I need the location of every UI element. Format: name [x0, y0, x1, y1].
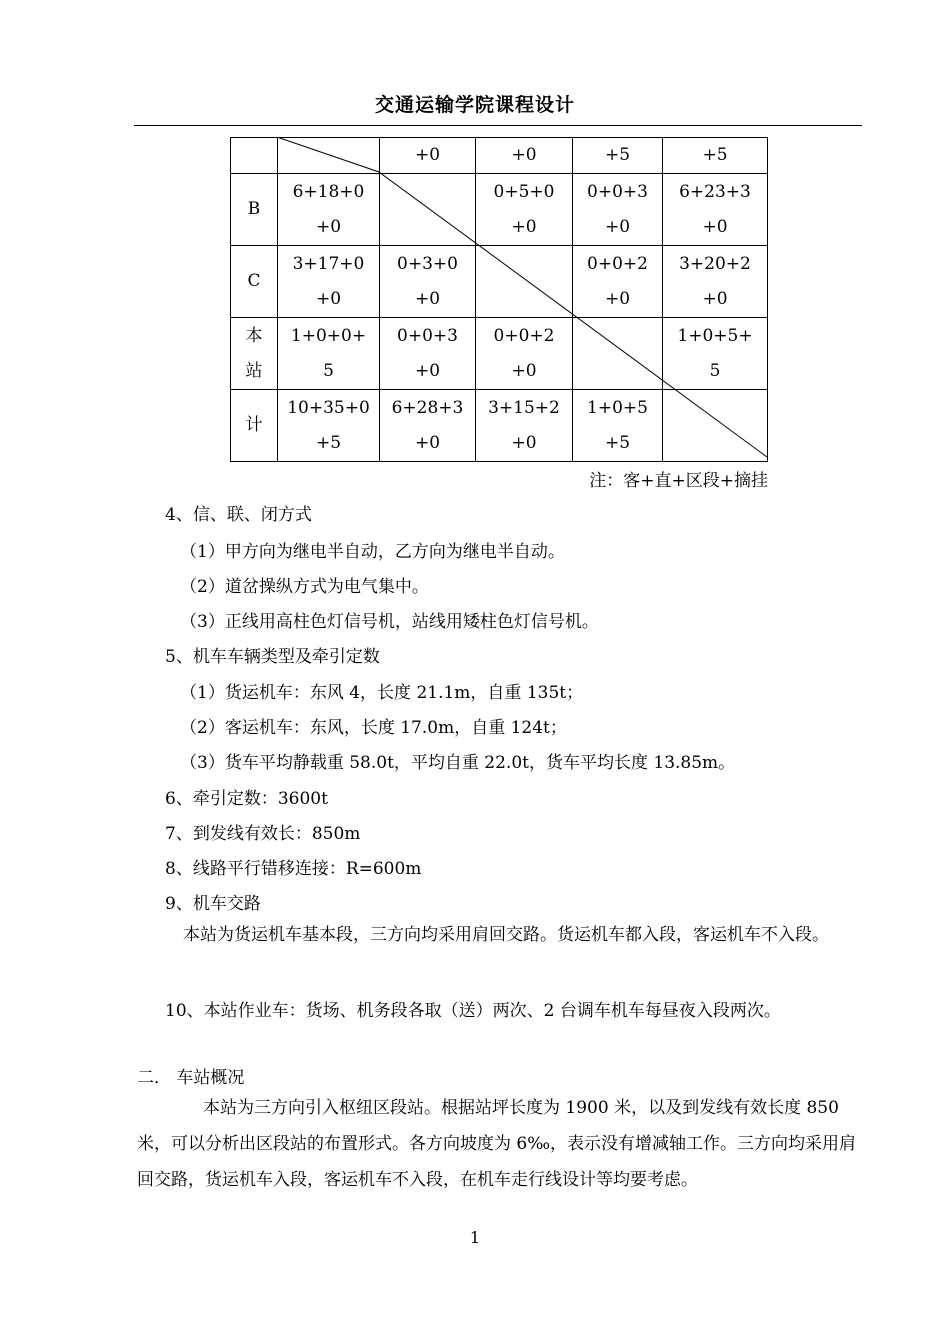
- table-header-cell: [278, 138, 380, 174]
- table-header-cell: +0: [380, 138, 476, 174]
- table-header-row: [231, 138, 768, 174]
- section-9-title: 9、机车交路: [165, 894, 261, 914]
- section-5-item: （3）货车平均静载重 58.0t，平均自重 22.0t，货车平均长度 13.85m。: [180, 753, 736, 773]
- table-cell: 0+0+2 +0: [476, 318, 573, 390]
- table-cell: 10+35+0 +5: [278, 390, 380, 462]
- table-header-cell: +5: [663, 138, 768, 174]
- section-7: 7、到发线有效长：850m: [165, 824, 361, 844]
- table-cell: 0+5+0 +0: [476, 174, 573, 246]
- table-cell: 1+0+0+ 5: [278, 318, 380, 390]
- table-cell: 3+20+2 +0: [663, 246, 768, 318]
- part-2-title: 二． 车站概况: [137, 1068, 245, 1088]
- row-label: 计: [231, 390, 278, 462]
- table-cell: 1+0+5 +5: [573, 390, 663, 462]
- table-row: [231, 390, 768, 462]
- table-cell: 3+15+2 +0: [476, 390, 573, 462]
- section-5-title: 5、机车车辆类型及牵引定数: [165, 647, 380, 667]
- row-label: 本 站: [231, 318, 278, 390]
- table-cell: [380, 174, 476, 246]
- table-row: [231, 246, 768, 318]
- row-label: B: [231, 174, 278, 246]
- traffic-flow-table: [230, 137, 768, 462]
- row-label: C: [231, 246, 278, 318]
- table-cell: 0+0+2 +0: [573, 246, 663, 318]
- page-header-title: 交通运输学院课程设计: [374, 94, 575, 116]
- section-4-item: （2）道岔操纵方式为电气集中。: [180, 577, 429, 597]
- section-4-title: 4、信、联、闭方式: [165, 505, 312, 525]
- section-9-body: 本站为货运机车基本段，三方向均采用肩回交路。货运机车都入段，客运机车不入段。: [183, 925, 829, 945]
- table-cell: 6+23+3 +0: [663, 174, 768, 246]
- table-cell: [663, 390, 768, 462]
- table-cell: 1+0+5+ 5: [663, 318, 768, 390]
- section-5-item: （2）客运机车：东风，长度 17.0m，自重 124t；: [180, 718, 567, 738]
- section-10: 10、本站作业车：货场、机务段各取（送）两次、2 台调车机车每昼夜入段两次。: [165, 1001, 781, 1021]
- table-cell: 6+28+3 +0: [380, 390, 476, 462]
- table-corner-cell: [231, 138, 278, 174]
- table-row: [231, 174, 768, 246]
- header-divider: [134, 125, 862, 126]
- section-8: 8、线路平行错移连接：R=600m: [165, 859, 422, 879]
- table-header-cell: +5: [573, 138, 663, 174]
- table-row: [231, 318, 768, 390]
- table-note: 注：客+直+区段+摘挂: [589, 471, 768, 491]
- table-cell: 6+18+0 +0: [278, 174, 380, 246]
- section-6: 6、牵引定数：3600t: [165, 789, 328, 809]
- table-cell: 0+3+0 +0: [380, 246, 476, 318]
- part-2-body: 本站为三方向引入枢纽区段站。根据站坪长度为 1900 米，以及到发线有效长度 850 米，可以分析出区段站的布置形式。各方向坡度为 6‰，表示没有增减轴工作。三方向均采用肩回交路，货运机车入段，客运机车不入段，在机车走行线设计等均要考虑。: [137, 1098, 857, 1190]
- table-cell: 0+0+3 +0: [380, 318, 476, 390]
- section-4-item: （3）正线用高柱色灯信号机，站线用矮柱色灯信号机。: [180, 612, 599, 632]
- section-5-item: （1）货运机车：东风 4，长度 21.1m，自重 135t；: [180, 683, 584, 703]
- table-cell: [573, 318, 663, 390]
- table-header-cell: +0: [476, 138, 573, 174]
- table-cell: [476, 246, 573, 318]
- page-number: 1: [469, 1228, 481, 1247]
- table-cell: 0+0+3 +0: [573, 174, 663, 246]
- table-cell: 3+17+0 +0: [278, 246, 380, 318]
- section-4-item: （1）甲方向为继电半自动，乙方向为继电半自动。: [180, 542, 565, 562]
